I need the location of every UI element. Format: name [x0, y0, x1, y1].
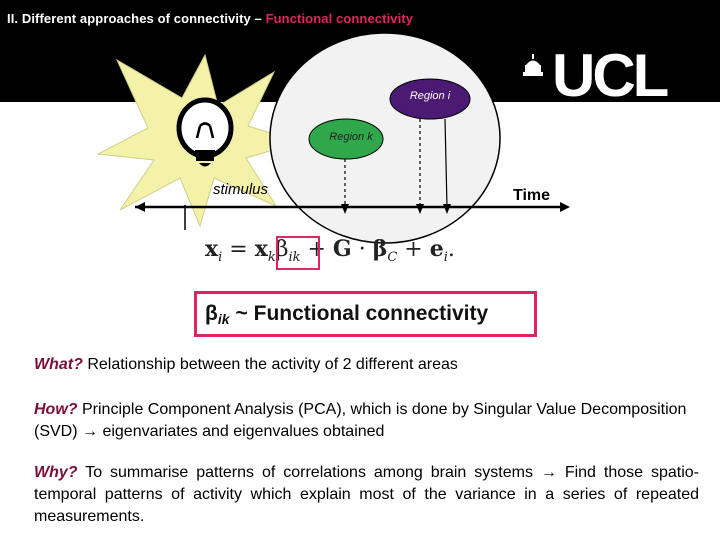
title-highlight: Functional connectivity	[265, 11, 414, 26]
ucl-logo: UCL	[552, 42, 667, 109]
why-paragraph: Why? To summarise patterns of correlations among brain systems → Find those spatio-temporal patterns of activity which explain most of the variance in a series of repeated measurements.	[34, 464, 699, 525]
how-paragraph: How? Principle Component Analysis (PCA), which is done by Singular Value Decomposition (SVD) → eigenvariates and eigenvalues obtained	[34, 401, 687, 440]
model-equation: $x_i = x_k\beta_{ik} + G \cdot \beta_C + e_i$.	[205, 236, 455, 265]
functional-connectivity-box: β ik ~ Functional connectivity	[194, 291, 537, 337]
time-label: Time	[513, 187, 551, 204]
region-k-label: Region k	[329, 131, 373, 143]
region-i-label: Region i	[409, 90, 451, 102]
title-prefix: II. Different approaches of connectivity –	[7, 11, 266, 26]
what-paragraph: What? Relationship between the activity of 2 different areas	[34, 356, 458, 373]
equation-highlight-box	[276, 236, 320, 270]
stimulus-label: stimulus	[213, 181, 269, 198]
